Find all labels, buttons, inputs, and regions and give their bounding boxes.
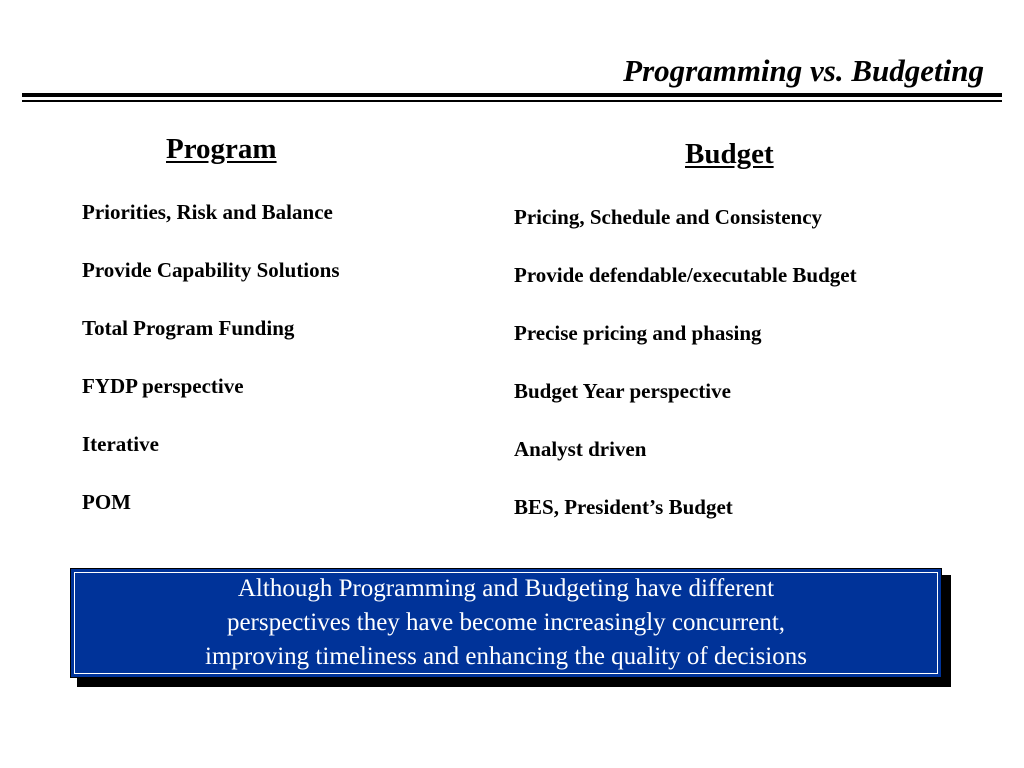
budget-item: Precise pricing and phasing [514,321,762,345]
callout-text [86,572,926,674]
budget-item: Analyst driven [514,437,647,461]
budget-item: BES, President’s Budget [514,495,733,519]
callout-line: Although Programming and Budgeting have different [237,575,775,602]
program-item: Iterative [82,432,159,456]
budget-item: Budget Year perspective [514,379,731,403]
program-item: Provide Capability Solutions [82,258,340,282]
callout-box [70,568,942,678]
slide-title: Programming vs. Budgeting [623,53,984,88]
program-item: Priorities, Risk and Balance [82,200,333,224]
budget-item: Pricing, Schedule and Consistency [514,205,823,229]
budget-item: Provide defendable/executable Budget [514,263,857,287]
budget-heading: Budget [685,138,774,170]
program-heading: Program [166,133,277,165]
callout-line: improving timeliness and enhancing the quality of decisions [205,643,807,670]
callout-line: perspectives they have become increasingly concurrent, [226,609,786,636]
title-rule-thick [22,93,1002,97]
budget-list [514,203,857,551]
program-item: POM [82,490,131,514]
program-list [82,198,340,546]
title-rule-thin [22,100,1002,102]
program-item: FYDP perspective [82,374,244,398]
program-item: Total Program Funding [82,316,295,340]
